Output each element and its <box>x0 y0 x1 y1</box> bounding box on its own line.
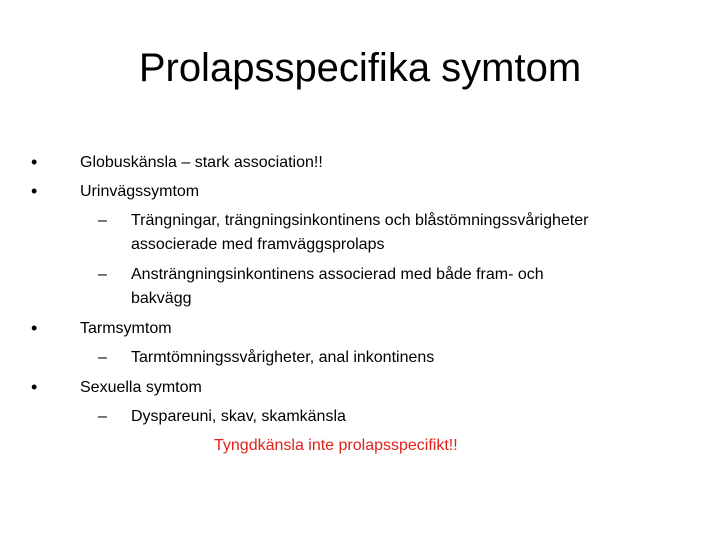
dash-icon: – <box>98 266 107 283</box>
sub-item-anstrangning-continued: bakvägg <box>131 290 192 307</box>
sub-item-trangningar: Trängningar, trängningsinkontinens och blåstömningssvårigheter <box>131 212 589 229</box>
bullet-item-sexuella-symtom: Sexuella symtom <box>80 379 202 396</box>
slide-title: Prolapsspecifika symtom <box>138 46 582 90</box>
bullet-item-globuskansla: Globuskänsla – stark association!! <box>80 154 323 171</box>
sub-item-anstrangning: Ansträngningsinkontinens associerad med både fram- och <box>131 266 544 283</box>
bullet-icon: • <box>31 377 38 397</box>
note-tyngdkansla: Tyngdkänsla inte prolapsspecifikt!! <box>214 437 458 454</box>
sub-item-dyspareuni: Dyspareuni, skav, skamkänsla <box>131 408 346 425</box>
bullet-icon: • <box>31 152 38 172</box>
bullet-item-tarmsymtom: Tarmsymtom <box>80 320 172 337</box>
dash-icon: – <box>98 408 107 425</box>
bullet-item-urinvagssymtom: Urinvägssymtom <box>80 183 200 200</box>
bullet-icon: • <box>31 318 38 338</box>
dash-icon: – <box>98 349 107 366</box>
sub-item-tarmtomning: Tarmtömningssvårigheter, anal inkontinens <box>131 349 435 366</box>
dash-icon: – <box>98 212 107 229</box>
bullet-icon: • <box>31 181 38 201</box>
sub-item-trangningar-continued: associerade med framväggsprolaps <box>131 236 385 253</box>
